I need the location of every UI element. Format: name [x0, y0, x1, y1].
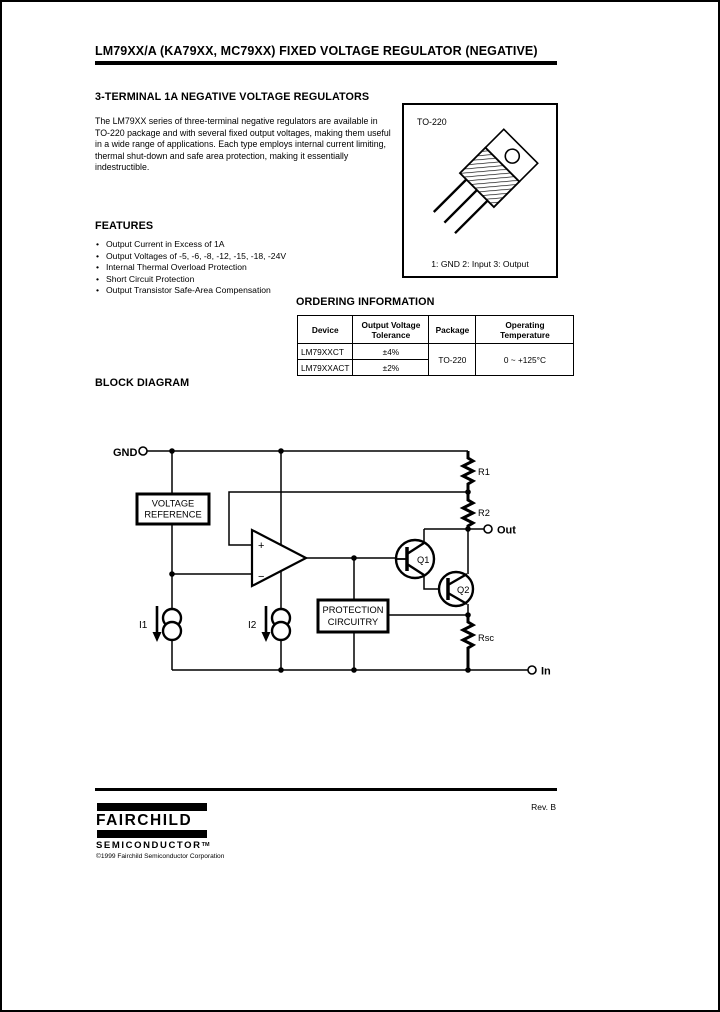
col-temperature: Operating Temperature	[476, 316, 574, 344]
ordering-heading: ORDERING INFORMATION	[296, 296, 435, 308]
page-title: LM79XX/A (KA79XX, MC79XX) FIXED VOLTAGE REGULATOR (NEGATIVE)	[95, 44, 538, 58]
current-source-i2	[262, 606, 291, 642]
i1-label: I1	[139, 620, 148, 631]
fairchild-logo: FAIRCHILD	[96, 812, 193, 829]
cell-tolerance: ±4%	[353, 344, 429, 360]
cell-package: TO-220	[429, 344, 476, 376]
voltage-reference-block	[137, 494, 209, 524]
in-label: In	[541, 665, 551, 678]
svg-text:REFERENCE: REFERENCE	[144, 509, 202, 520]
logo-bar-top	[97, 803, 207, 811]
col-package: Package	[429, 316, 476, 344]
semiconductor-wordmark	[96, 840, 210, 851]
transistor-q1	[396, 540, 434, 578]
table-row	[298, 344, 574, 360]
opamp-minus-label: −	[258, 571, 265, 583]
feature-item: • Output Voltages of -5, -6, -8, -12, -15, -18, -24V	[95, 251, 395, 263]
svg-text:PROTECTION: PROTECTION	[322, 605, 384, 615]
copyright-line: ©1999 Fairchild Semiconductor Corporation	[96, 853, 225, 860]
table-header-row	[298, 316, 574, 344]
out-label: Out	[497, 524, 516, 537]
trademark-symbol: TM	[201, 842, 210, 848]
transistor-q2	[439, 572, 473, 606]
to220-package-drawing	[418, 127, 546, 255]
package-label: TO-220	[417, 117, 447, 127]
features-list	[95, 239, 395, 297]
footer-rule	[95, 788, 557, 791]
semiconductor-text: SEMICONDUCTOR	[96, 840, 202, 851]
current-source-i1	[153, 606, 182, 642]
resistor-r1	[463, 451, 473, 492]
col-device: Device	[298, 316, 353, 344]
cell-device: LM79XXACT	[298, 360, 353, 376]
r2-label: R2	[478, 508, 490, 518]
revision-label: Rev. B	[531, 802, 556, 812]
cell-temperature: 0 ~ +125°C	[476, 344, 574, 376]
r1-label: R1	[478, 467, 490, 477]
protection-circuitry-block	[318, 600, 388, 632]
in-terminal	[528, 666, 536, 674]
logo-bar-bottom	[97, 830, 207, 838]
feature-item: • Internal Thermal Overload Protection	[95, 262, 395, 274]
block-diagram-heading: BLOCK DIAGRAM	[95, 377, 190, 389]
rsc-label: Rsc	[478, 633, 495, 643]
cell-device: LM79XXCT	[298, 344, 353, 360]
feature-item: • Output Transistor Safe-Area Compensation	[95, 285, 395, 297]
svg-text:CIRCUITRY: CIRCUITRY	[327, 617, 379, 627]
out-terminal	[484, 525, 492, 533]
opamp-plus-label: +	[258, 540, 265, 552]
cell-tolerance: ±2%	[353, 360, 429, 376]
i2-label: I2	[248, 620, 257, 631]
package-pinout-caption: 1: GND 2: Input 3: Output	[431, 259, 529, 269]
svg-text:VOLTAGE: VOLTAGE	[151, 498, 195, 509]
resistor-r2	[463, 492, 473, 529]
svg-text:Q1: Q1	[417, 555, 430, 565]
block-diagram	[95, 430, 565, 690]
gnd-terminal	[139, 447, 147, 455]
intro-heading: 3-TERMINAL 1A NEGATIVE VOLTAGE REGULATORS	[95, 91, 370, 103]
feature-item: • Output Current in Excess of 1A	[95, 239, 395, 251]
ordering-table	[297, 315, 574, 376]
feature-item: • Short Circuit Protection	[95, 274, 395, 286]
intro-paragraph: The LM79XX series of three-terminal negative regulators are available in TO-220 package and with several fixed output voltages, making them useful in a wide range of applications. Each type employs internal current limiting, thermal shut-down and safe area protection, making it essentially indestructible.	[95, 116, 391, 173]
svg-text:Q2: Q2	[457, 585, 470, 595]
gnd-label: GND	[113, 447, 138, 459]
resistor-rsc	[463, 615, 473, 670]
features-heading: FEATURES	[95, 220, 154, 232]
package-box	[402, 103, 558, 278]
title-underline	[95, 61, 557, 65]
col-tolerance: Output Voltage Tolerance	[353, 316, 429, 344]
